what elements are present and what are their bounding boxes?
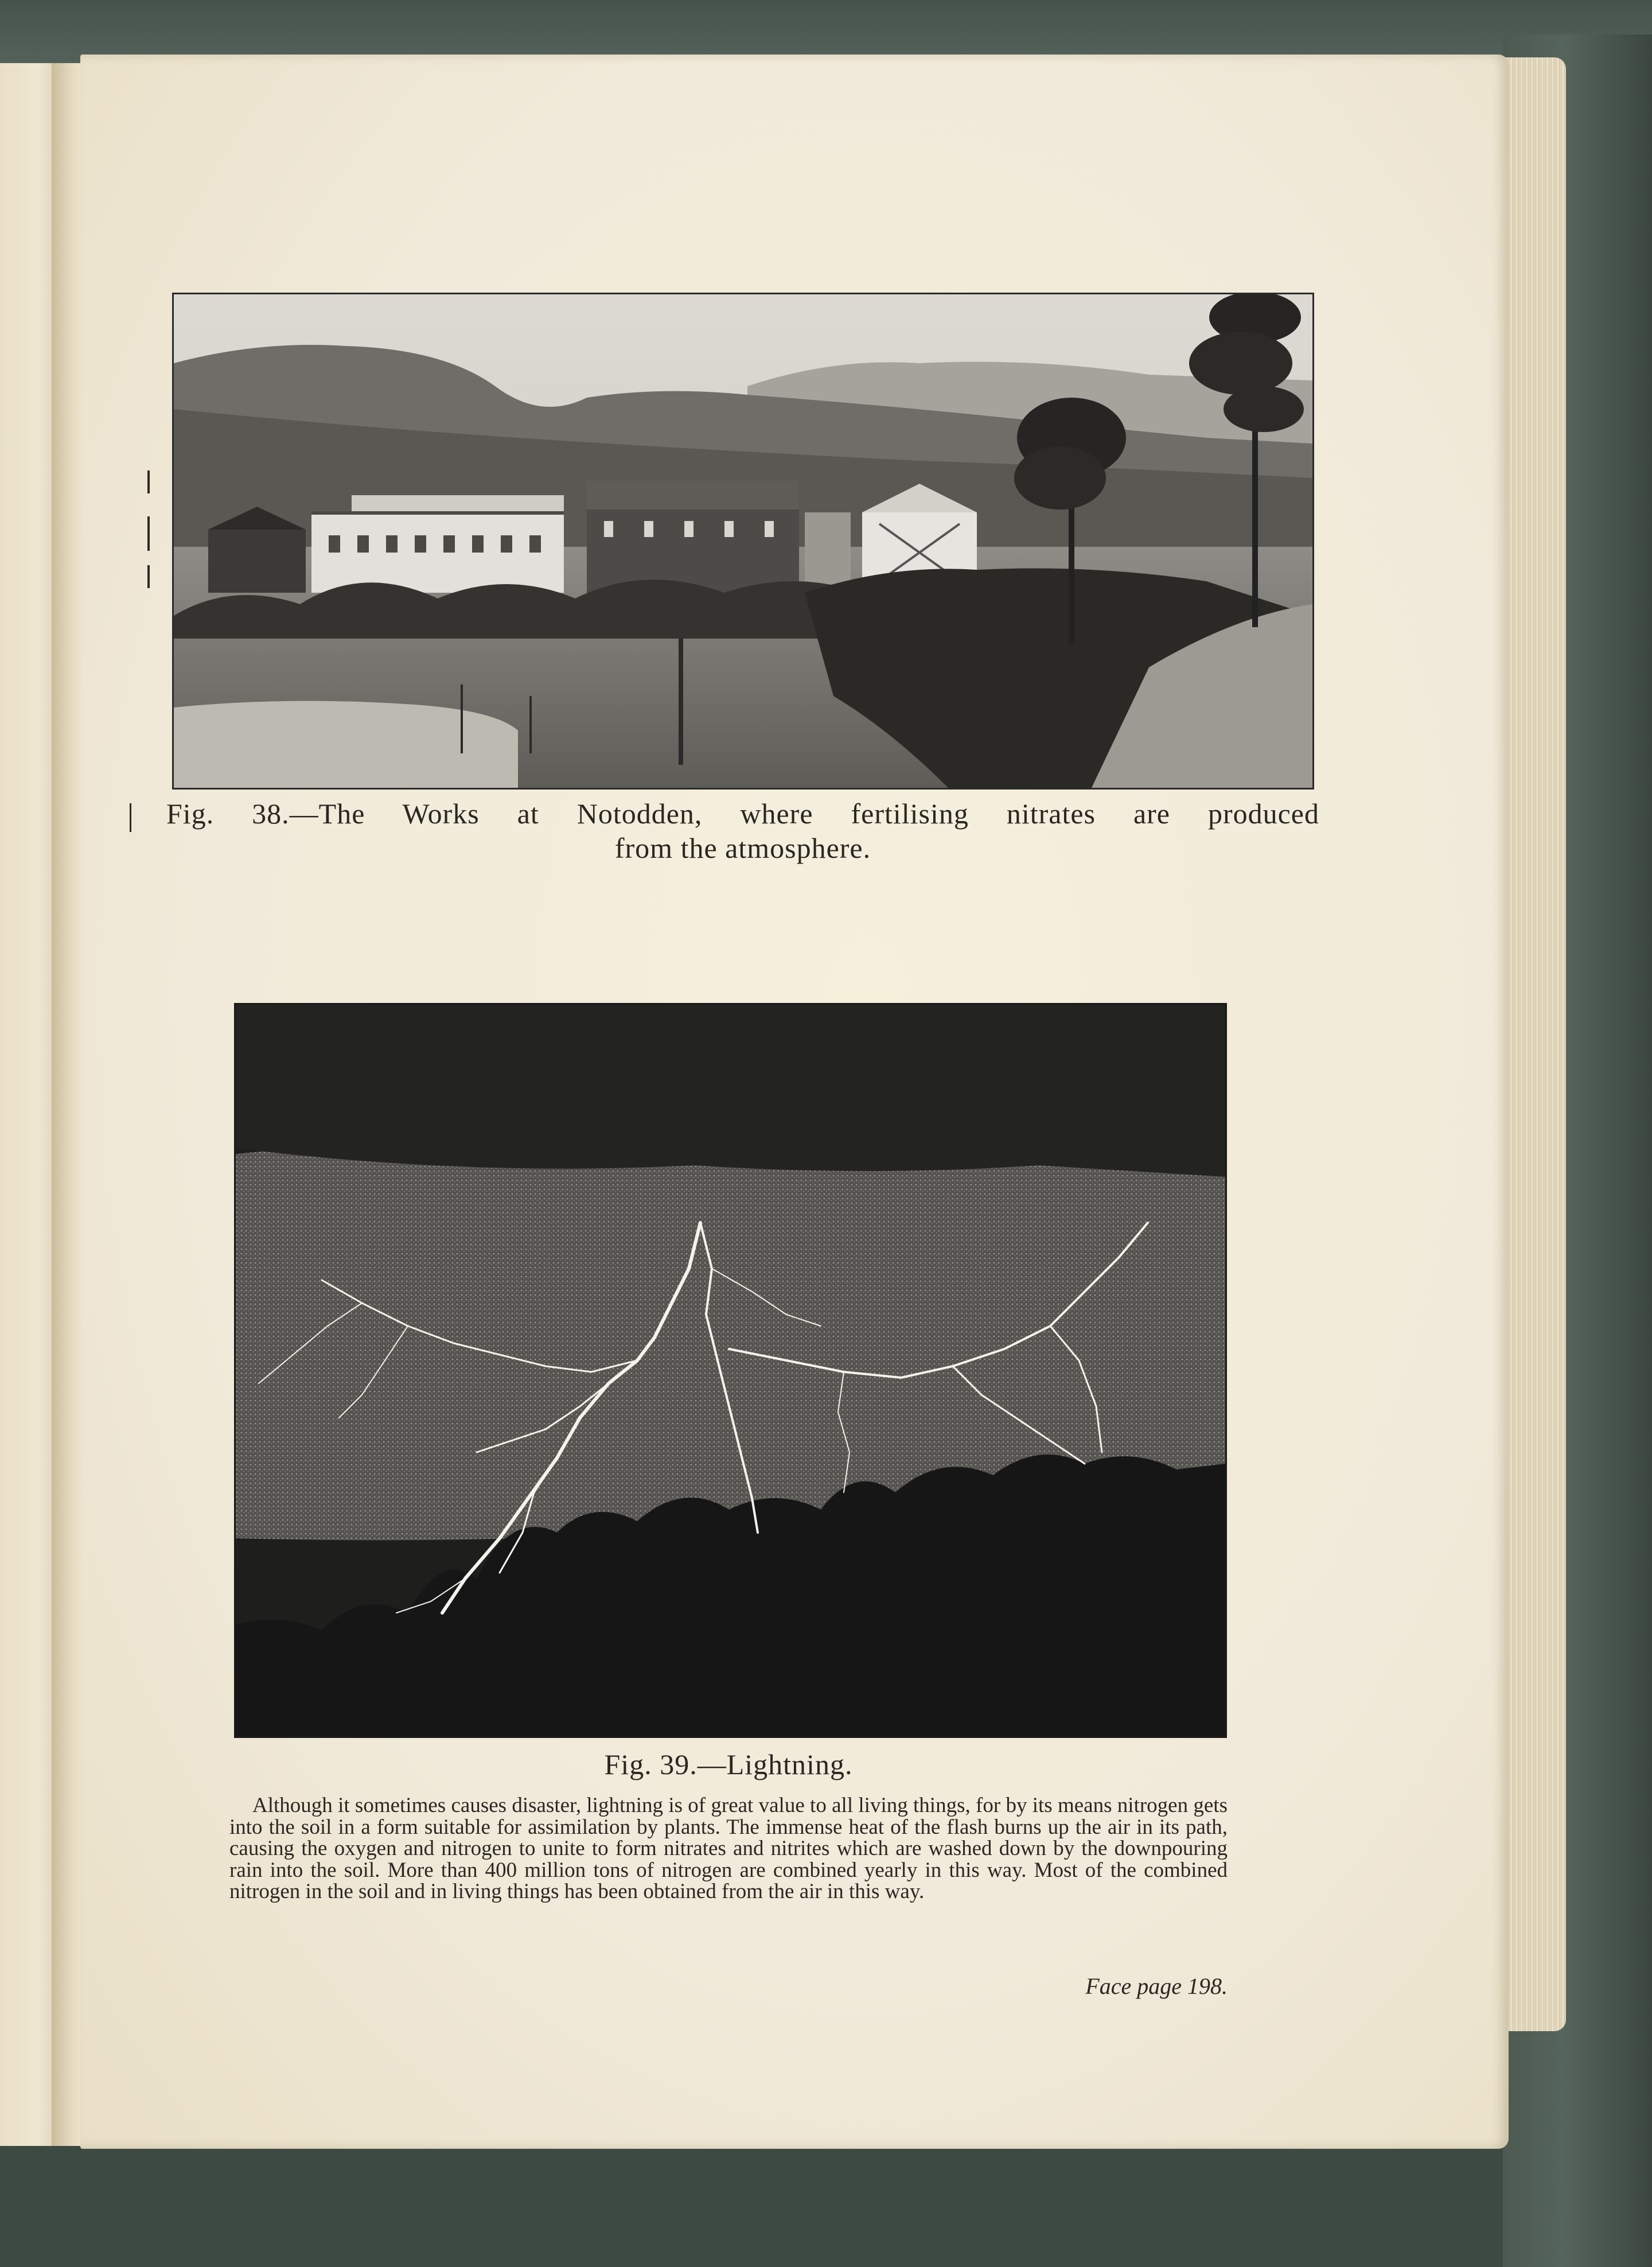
figure-38-caption-line-1: Fig. 38.—The Works at Notodden, where fertilising nitrates are produced (166, 798, 1319, 830)
figure-38-caption-line-2: from the atmosphere. (614, 832, 871, 864)
figure-39-description: Although it sometimes causes disaster, lightning is of great value to all living things, for by its means nitrogen gets into the soil in a form suitable for assimilation by plants. The immense heat of the flash burns up the air in its path, causing the oxygen and nitrogen to unite to form nitrates and nitrites which are washed down by the downpouring rain into the soil. More than 400 million tons of nitrogen are combined yearly in this way. Most of the combined nitrogen in the soil and in living things has been obtained from the air in this way. (229, 1794, 1228, 1903)
margin-mark (147, 516, 150, 551)
figure-38-photo (172, 293, 1314, 790)
folio-face-page: Face page 198. (1085, 1973, 1228, 1999)
figure-39-caption: Fig. 39.—Lightning. (604, 1748, 853, 1780)
margin-mark (147, 470, 150, 493)
margin-mark (147, 565, 150, 588)
margin-mark (130, 803, 131, 832)
page-edges (1503, 57, 1566, 2031)
figure-38-caption (166, 796, 1319, 865)
figure-39-photo (234, 1003, 1227, 1738)
